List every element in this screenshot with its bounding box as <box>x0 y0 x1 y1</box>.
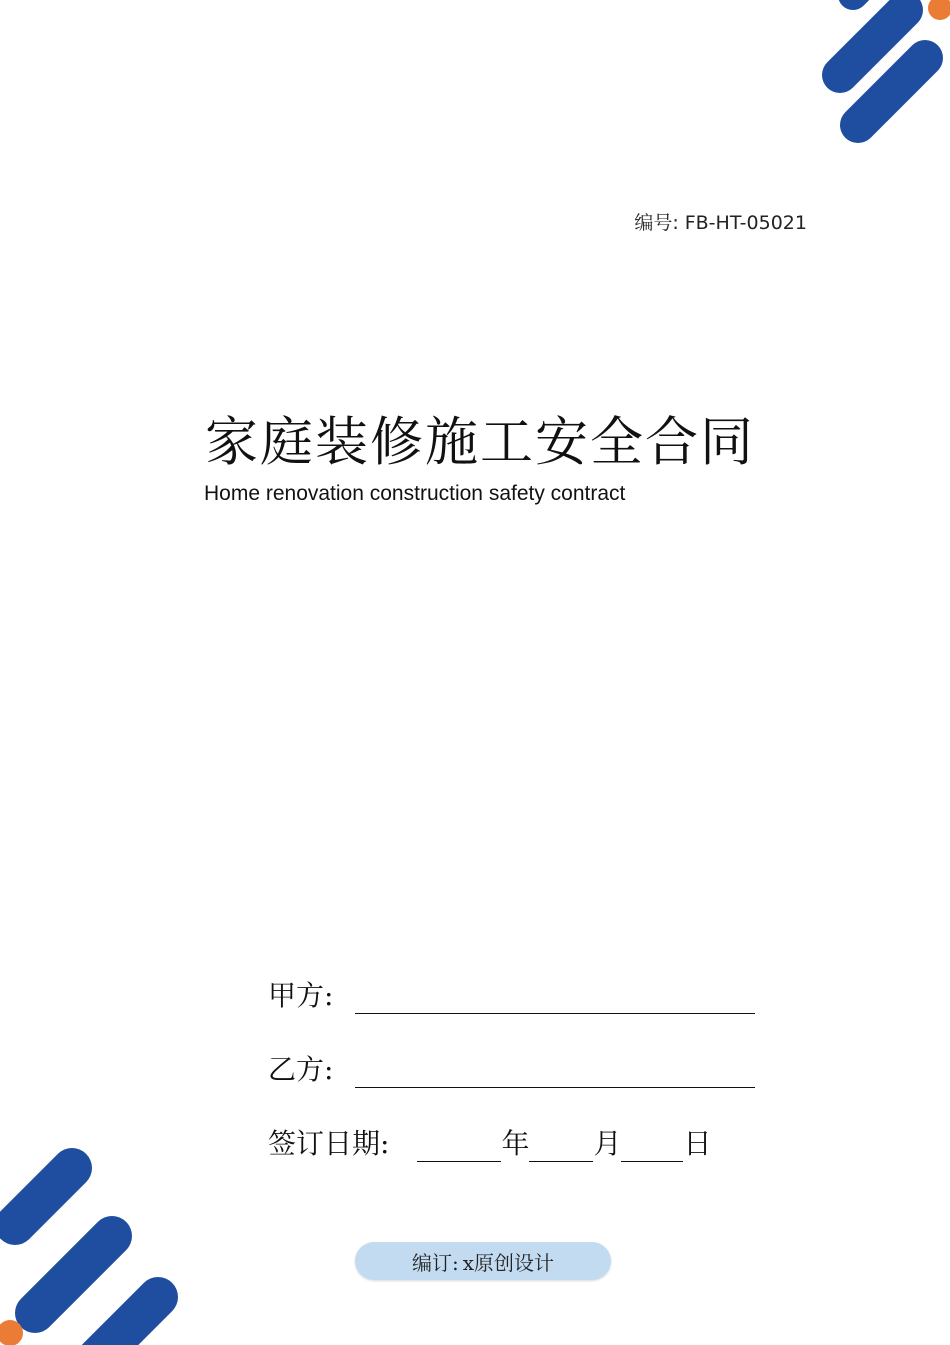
blue-stripe <box>90 1297 158 1345</box>
blue-stripe <box>35 1236 112 1313</box>
signing-date-row <box>268 1122 711 1162</box>
party-a-label: 甲方: <box>268 979 334 1012</box>
compiler-value: x原创设计 <box>462 1250 555 1275</box>
blue-stripe <box>15 1168 72 1225</box>
orange-dot-top <box>928 0 950 20</box>
year-unit: 年 <box>501 1127 530 1160</box>
document-title: 家庭装修施工安全合同 <box>205 412 755 473</box>
document-number <box>634 208 807 235</box>
party-a-row <box>268 974 755 1014</box>
party-a-blank[interactable] <box>355 979 755 1014</box>
year-blank[interactable] <box>417 1127 501 1162</box>
corner-decoration-bottom-left <box>0 1145 185 1345</box>
day-blank[interactable] <box>621 1127 683 1162</box>
party-b-blank[interactable] <box>355 1053 755 1088</box>
day-unit: 日 <box>683 1127 712 1160</box>
document-number-label: 编号: <box>634 212 679 234</box>
corner-decoration-top-right <box>780 0 950 150</box>
month-unit: 月 <box>593 1127 622 1160</box>
signing-date-label: 签订日期: <box>268 1127 390 1160</box>
party-b-label: 乙方: <box>268 1053 334 1086</box>
document-number-value: FB-HT-05021 <box>684 212 807 234</box>
compiler-badge <box>355 1242 611 1280</box>
party-b-row <box>268 1048 755 1088</box>
month-blank[interactable] <box>529 1127 593 1162</box>
compiler-label: 编订: <box>411 1250 459 1275</box>
document-subtitle: Home renovation construction safety contract <box>204 482 626 505</box>
